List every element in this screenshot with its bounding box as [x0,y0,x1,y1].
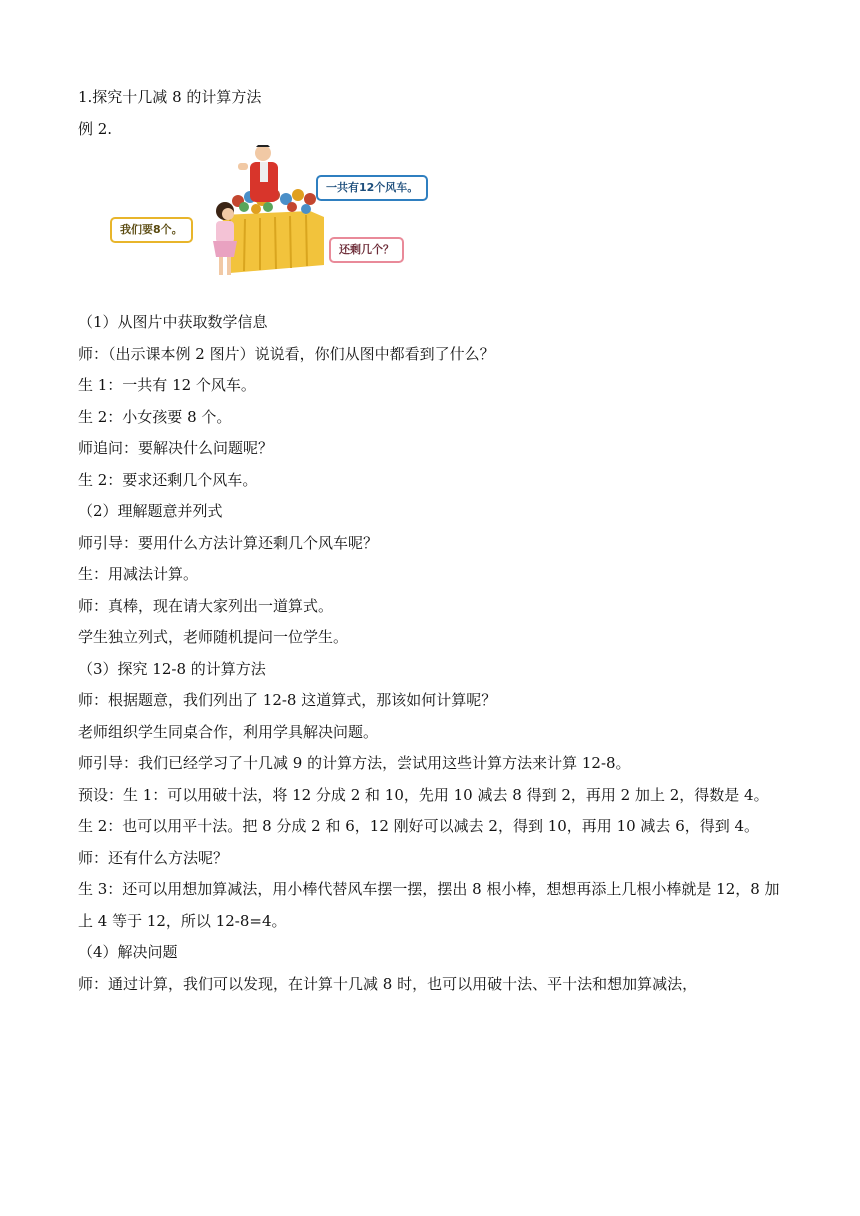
text-line: 师：真棒，现在请大家列出一道算式。 [78,596,334,615]
text-line: 师引导：要用什么方法计算还剩几个风车呢？ [78,533,379,552]
section-heading: 1.探究十几减 8 的计算方法 [78,88,262,106]
text-line: 生 2：小女孩要 8 个。 [78,407,232,426]
text-line: 师引导：我们已经学习了十几减 9 的计算方法，尝试用这些计算方法来计算 12-8。 [78,754,631,772]
text-paragraph: 生 3：还可以用想加算减法，用小棒代替风车摆一摆，摆出 8 根小棒，想想再添上几根小棒就是 12，8 加上 4 等于 12，所以 12-8=4。 [78,880,780,930]
text-line: 生 2：要求还剩几个风车。 [78,470,258,489]
table-shape [222,211,324,273]
text-paragraph: 预设：生 1：可以用破十法，将 12 分成 2 和 10，先用 10 减去 8 得到 2，再用 2 加上 2，得数是 4。 [78,785,769,804]
subsection-1: （1）从图片中获取数学信息 [78,313,268,331]
question-speech-bubble: 还剩几个？ [329,237,404,263]
text-line: 老师组织学生同桌合作，利用学具解决问题。 [78,722,379,741]
subsection-2: （2）理解题意并列式 [78,502,223,520]
textbook-illustration [110,145,510,295]
example-label: 例 2. [78,119,113,138]
text-line: 师：（出示课本例 2 图片）说说看，你们从图中都看到了什么？ [78,344,495,363]
text-line: 师：根据题意，我们列出了 12-8 这道算式，那该如何计算呢？ [78,691,497,709]
text-paragraph: 师：还有什么方法呢？ [78,848,229,867]
text-line: 学生独立列式，老师随机提问一位学生。 [78,628,349,646]
girl-speech-bubble: 我们要8个。 [110,217,193,243]
text-line: 师追问：要解决什么问题呢？ [78,439,274,457]
text-paragraph: 生 2：也可以用平十法。把 8 分成 2 和 6，12 刚好可以减去 2，得到 10，再用 10 减去 6，得到 4。 [78,817,760,835]
teacher-figure [238,145,278,202]
teacher-speech-bubble: 一共有12个风车。 [316,175,428,201]
text-paragraph: 师：通过计算，我们可以发现，在计算十几减 8 时，也可以用破十法、平十法和想加算减法， [78,974,698,993]
text-line: 生：用减法计算。 [78,565,199,583]
text-line: 生 1：一共有 12 个风车。 [78,376,256,394]
document-page [78,82,790,1000]
subsection-4: （4）解决问题 [78,943,178,961]
subsection-3: （3）探究 12-8 的计算方法 [78,659,266,678]
